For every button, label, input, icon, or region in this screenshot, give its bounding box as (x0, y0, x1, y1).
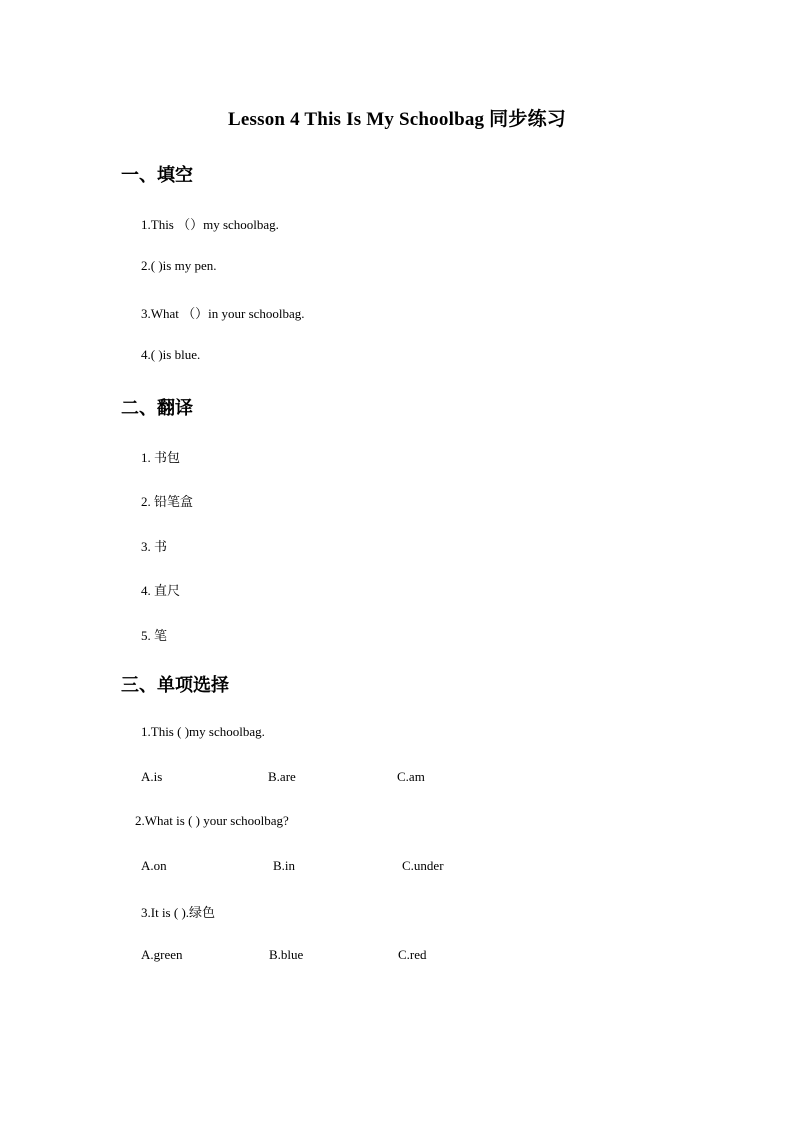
choice-question: 3.It is ( ).绿色 (141, 905, 216, 920)
fill-blank-item: 2.( )is my pen. (141, 258, 217, 273)
translation-item: 5. 笔 (141, 628, 168, 643)
translation-item: 2. 铅笔盒 (141, 494, 194, 509)
choice-option: A.is (141, 769, 163, 784)
translation-item: 4. 直尺 (141, 583, 181, 598)
choice-option: C.red (398, 947, 427, 962)
section-heading-multiple-choice: 三、单项选择 (121, 675, 229, 696)
choice-option: B.are (268, 769, 296, 784)
choice-option: C.am (397, 769, 425, 784)
choice-question: 1.This ( )my schoolbag. (141, 724, 265, 739)
choice-question: 2.What is ( ) your schoolbag? (135, 813, 289, 828)
page-title: Lesson 4 This Is My Schoolbag 同步练习 (228, 109, 566, 130)
section-heading-translation: 二、翻译 (121, 398, 193, 419)
fill-blank-item: 4.( )is blue. (141, 347, 201, 362)
translation-item: 1. 书包 (141, 450, 181, 465)
choice-option: A.green (141, 947, 183, 962)
translation-item: 3. 书 (141, 539, 168, 554)
choice-option: A.on (141, 858, 167, 873)
choice-option: C.under (402, 858, 444, 873)
fill-blank-item: 3.What （）in your schoolbag. (141, 306, 305, 321)
fill-blank-item: 1.This （）my schoolbag. (141, 217, 279, 232)
choice-option: B.blue (269, 947, 304, 962)
choice-option: B.in (273, 858, 296, 873)
section-heading-fill-blank: 一、填空 (121, 165, 193, 186)
